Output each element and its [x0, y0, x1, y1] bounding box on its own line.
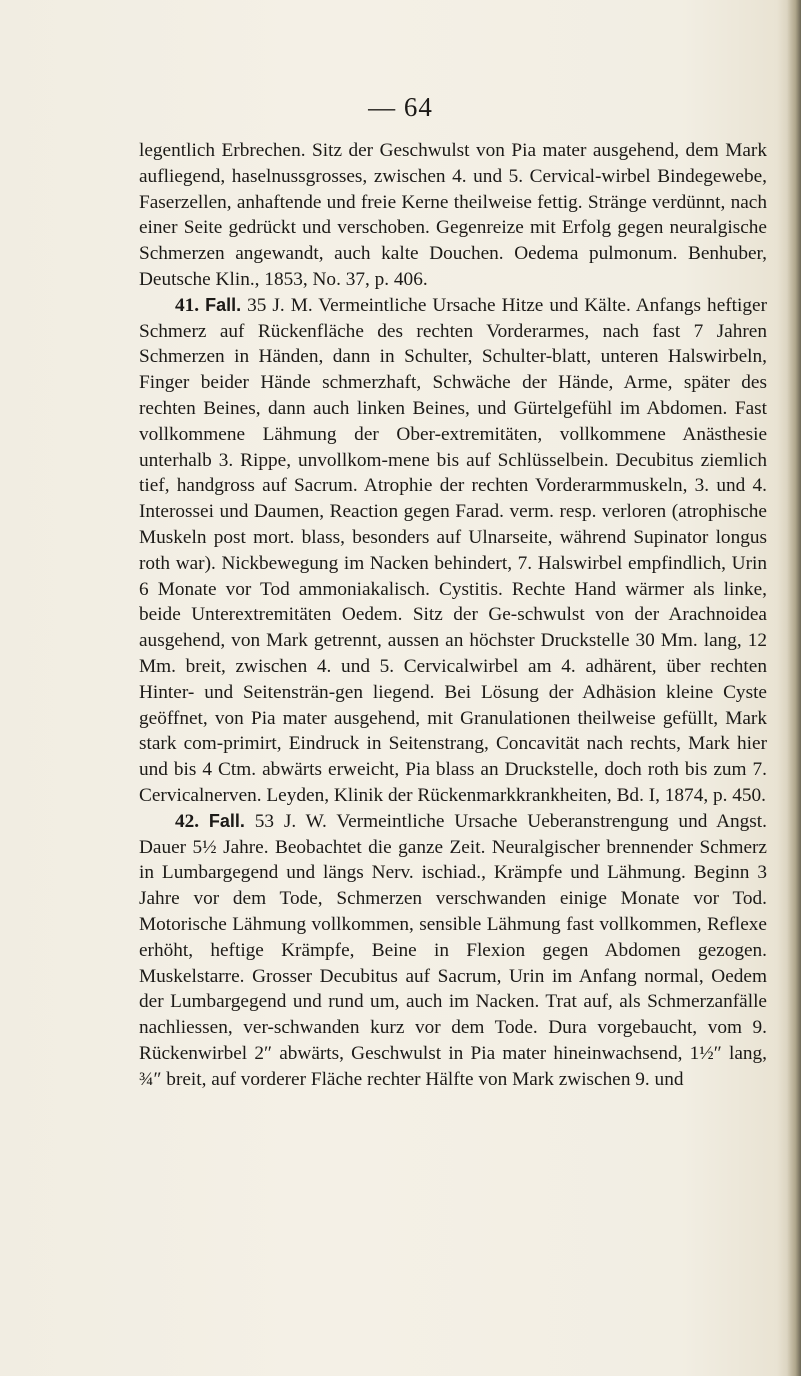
paragraph-text: 35 J. M. Vermeintliche Ursache Hitze und Kälte. Anfangs heftiger Schmerz auf Rückenfläche des rechten Vorderarmes, nach fast 7 Jahren Schmerzen in Händen, dann in Schulter, Schulter-blatt, unteren Halswirbeln, Finger beider Hände schmerzhaft, Schwäche der Hände, Arme, später des rechten Beines, dann auch linken Beines, und Gürtelgefühl im Abdomen. Fast vollkommene Lähmung der Ober-extremitäten, vollkommene Anästhesie unterhalb 3. Rippe, unvollkom-mene bis auf Schlüsselbein. Decubitus ziemlich tief, handgross auf Sacrum. Atrophie der rechten Vorderarmmuskeln, 3. und 4. Interossei und Daumen, Reaction gegen Farad. verm. resp. verloren (atrophische Muskeln post mort. blass, besonders auf Ulnarseite, während Supinator longus roth war). Nickbewegung im Nacken behindert, 7. Halswirbel empfindlich, Urin 6 Monate vor Tod ammoniakalisch. Cystitis. Rechte Hand wärmer als linke, beide Unterextremitäten Oedem. Sitz der Ge-schwulst von der Arachnoidea ausgehend, von Mark getrennt, aussen an höchster Druckstelle 30 Mm. lang, 12 Mm. breit, zwischen 4. und 5. Cervicalwirbel am 4. adhärent, über rechten Hinter- und Seitensträn-gen liegend. Bei Lösung der Adhäsion kleine Cyste geöffnet, von Pia mater ausgehend, mit Granulationen theilweise gefüllt, Mark stark com-primirt, Eindruck in Seitenstrang, Concavität nach rechts, Mark hier und bis 4 Ctm. abwärts erweicht, Pia blass an Druckstelle, doch roth bis zum 7. Cervicalnerven. Leyden, Klinik der Rückenmarkkrankheiten, Bd. I, 1874, p. 450. [139, 294, 767, 806]
paragraph-case-42 [139, 809, 767, 1093]
paragraph-continued [139, 138, 767, 293]
case-label: Fall. [208, 810, 245, 831]
paragraph-text: legentlich Erbrechen. Sitz der Geschwulst von Pia mater ausgehend, dem Mark aufliegend, haselnussgrosses, zwischen 4. und 5. Cervical-wirbel Bindegewebe, Faserzellen, anhaftende und freie Kerne theilweise fettig. Stränge verdünnt, nach einer Seite gedrückt und verschoben. Gegenreize mit Erfolg gegen neuralgische Schmerzen angewandt, auch kalte Douchen. Oedema pulmonum. Benhuber, Deutsche Klin., 1853, No. 37, p. 406. [139, 140, 767, 290]
body-text [139, 138, 767, 1092]
case-number: 42. [175, 810, 200, 832]
paragraph-text: 53 J. W. Vermeintliche Ursache Ueberanstrengung und Angst. Dauer 5½ Jahre. Beobachtet die ganze Zeit. Neuralgischer brennender Schmerz in Lumbargegend und längs Nerv. ischiad., Krämpfe und Lähmung. Beginn 3 Jahre vor dem Tode, Schmerzen verschwanden einige Monate vor Tod. Motorische Lähmung vollkommen, sensible Lähmung fast vollkommen, Reflexe erhöht, heftige Krämpfe, Beine in Flexion gegen Abdomen gezogen. Muskelstarre. Grosser Decubitus auf Sacrum, Urin im Anfang normal, Oedem der Lumbargegend und rund um, auch im Nacken. Trat auf, als Schmerzanfälle nachliessen, ver-schwanden kurz vor dem Tode. Dura vorgebaucht, vom 9. Rückenwirbel 2″ abwärts, Geschwulst in Pia mater hineinwachsend, 1½″ lang, ¾″ breit, auf vorderer Fläche rechter Hälfte von Mark zwischen 9. und [139, 810, 767, 1090]
case-label: Fall. [205, 294, 242, 315]
page-edge-shadow [787, 0, 801, 1376]
case-number: 41. [175, 294, 200, 316]
page-number: — 64 [368, 92, 433, 122]
paragraph-case-41 [139, 293, 767, 809]
